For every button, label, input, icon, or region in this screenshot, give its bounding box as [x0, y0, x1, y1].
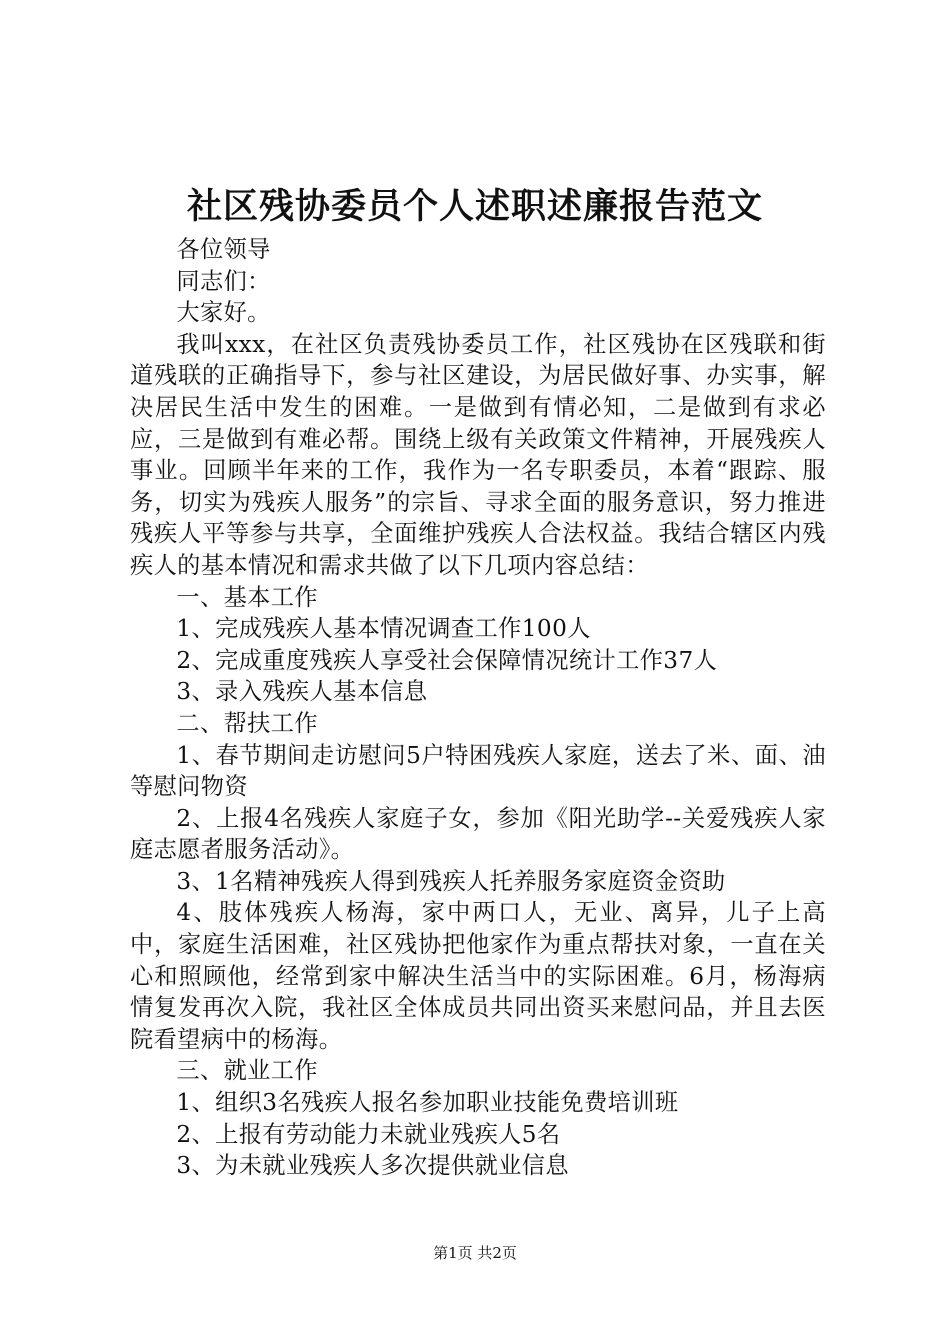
salutation-leaders: 各位领导 — [176, 236, 271, 263]
employment-item-1: 1、组织3名残疾人报名参加职业技能免费培训班 — [176, 1089, 679, 1117]
greeting: 大家好。 — [176, 299, 271, 327]
basic-work-item-3: 3、录入残疾人基本信息 — [176, 678, 428, 706]
salutation-comrades: 同志们： — [176, 267, 271, 295]
section-heading-employment: 三、就业工作 — [176, 1057, 318, 1085]
employment-item-3: 3、为未就业残疾人多次提供就业信息 — [176, 1152, 569, 1180]
page-footer: 第1页 共2页 — [433, 1244, 517, 1262]
assistance-item-2: 2、上报4名残疾人家庭子女，参加《阳光助学--关爱残疾人家庭志愿者服务活动》。 — [130, 804, 826, 864]
assistance-item-1: 1、春节期间走访慰问5户特困残疾人家庭，送去了米、面、油等慰问物资 — [130, 741, 826, 801]
assistance-item-3: 3、1名精神残疾人得到残疾人托养服务家庭资金资助 — [176, 867, 726, 895]
section-heading-basic-work: 一、基本工作 — [176, 583, 318, 611]
document-title: 社区残协委员个人述职述廉报告范文 — [186, 186, 763, 227]
intro-paragraph: 我叫xxx，在社区负责残协委员工作，社区残协在区残联和街道残联的正确指导下，参与社区建设，为居民做好事、办实事，解决居民生活中发生的困难。一是做到有情必知，二是做到有求必应，三是做到有难必帮。围绕上级有关政策文件精神，开展残疾人事业。回顾半年来的工作，我作为一名专职委员，本着“跟踪、服务，切实为残疾人服务”的宗旨、寻求全面的服务意识，努力推进残疾人平等参与共享，全面维护残疾人合法权益。我结合辖区内残疾人的基本情况和需求共做了以下几项内容总结： — [130, 330, 826, 579]
document-body — [130, 234, 826, 1182]
section-heading-assistance: 二、帮扶工作 — [176, 709, 318, 737]
assistance-item-4: 4、肢体残疾人杨海，家中两口人，无业、离异，儿子上高中，家庭生活困难，社区残协把他家作为重点帮扶对象，一直在关心和照顾他，经常到家中解决生活当中的实际困难。6月，杨海病情复发再次入院，我社区全体成员共同出资买来慰问品，并且去医院看望病中的杨海。 — [130, 899, 826, 1053]
employment-item-2: 2、上报有劳动能力未就业残疾人5名 — [176, 1120, 561, 1148]
basic-work-item-1: 1、完成残疾人基本情况调查工作100人 — [176, 615, 591, 643]
basic-work-item-2: 2、完成重度残疾人享受社会保障情况统计工作37人 — [176, 646, 718, 674]
